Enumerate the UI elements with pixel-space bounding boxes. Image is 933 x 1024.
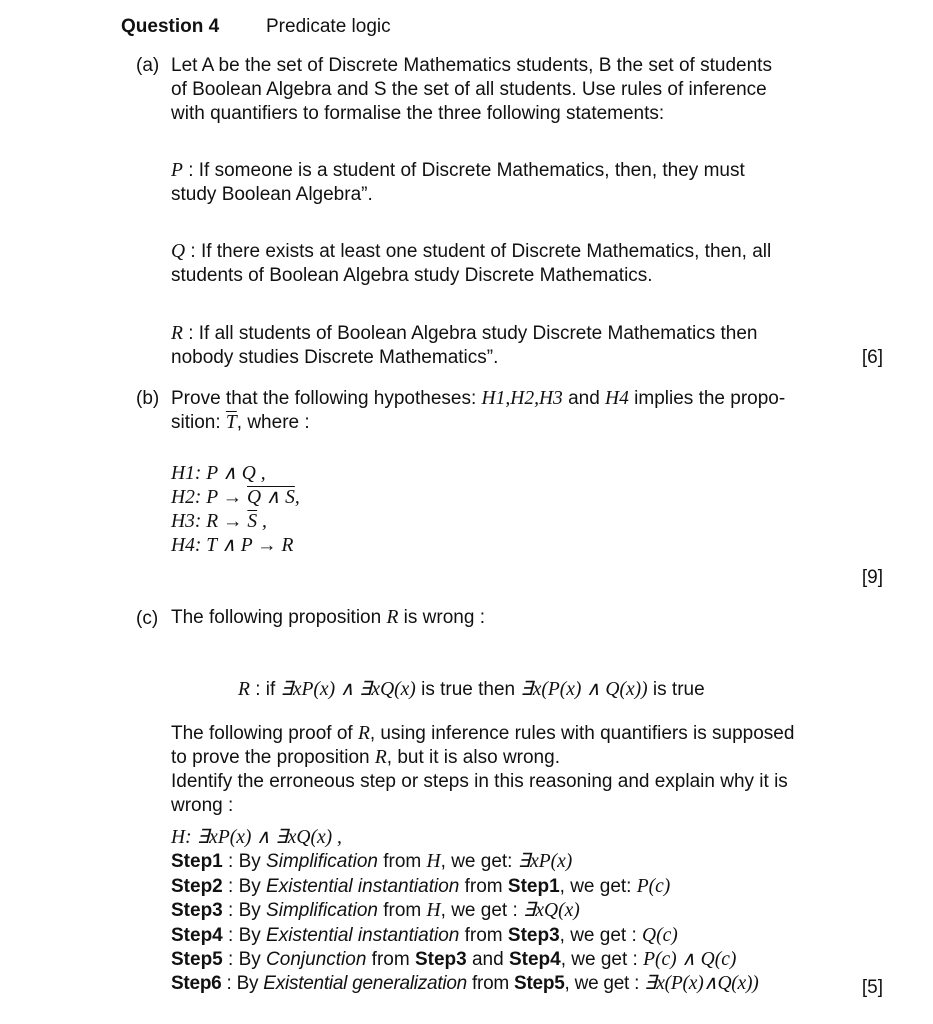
question-topic: Predicate logic <box>266 16 391 37</box>
proof-step-5: Step5 : By Conjunction from Step3 and Step4, we get : P(c) ∧ Q(c) <box>171 949 737 971</box>
part-c-label: (c) <box>136 608 159 629</box>
part-c-intro: The following proposition R is wrong : <box>171 607 485 628</box>
hypothesis-H4: H4: T ∧ P → R <box>171 535 294 556</box>
part-b-intro: Prove that the following hypotheses: H1,H2,H3 and H4 implies the propo- sition: $\overline{T}$, where : <box>171 388 786 433</box>
proof-step-6: Step6 : By Existential generalization from Step5, we get : ∃x(P(x)∧Q(x)) <box>171 973 759 995</box>
part-a-marks: [6] <box>861 347 883 368</box>
statement-P: P : If someone is a student of Discrete Mathematics, then, they must study Boolean Algebra”. <box>171 160 745 205</box>
hypothesis-H2: H2: P → Q ∧ S, <box>171 487 300 508</box>
proof-steps <box>171 826 861 997</box>
proof-step-3: Step3 : By Simplification from H, we get : ∃xQ(x) <box>171 900 580 922</box>
part-c-paragraph: The following proof of R, using inference rules with quantifiers is supposed to prove the proposition R, but it is also wrong. Identify the erroneous step or steps in this reasoning and explain why it is wrong : <box>171 723 795 816</box>
statement-Q: Q : If there exists at least one student of Discrete Mathematics, then, all students of Boolean Algebra study Discrete Mathematics. <box>171 241 772 286</box>
part-b-label: (b) <box>136 388 160 409</box>
hypothesis-H1: H1: P ∧ Q , <box>171 463 266 484</box>
part-a-intro: Let A be the set of Discrete Mathematics students, B the set of students of Boolean Algebra and S the set of all students. Use rules of inference with quantifiers to formalise the three following statements: <box>171 55 772 124</box>
proposition-R: R : if ∃xP(x) ∧ ∃xQ(x) is true then ∃x(P(x) ∧ Q(x)) is true <box>238 679 705 700</box>
proof-hypothesis: H: ∃xP(x) ∧ ∃xQ(x) , <box>171 827 342 848</box>
proof-step-2: Step2 : By Existential instantiation from Step1, we get: P(c) <box>171 875 671 897</box>
proof-step-1: Step1 : By Simplification from H, we get: ∃xP(x) <box>171 851 573 873</box>
proof-step-4: Step4 : By Existential instantiation from Step3, we get : Q(c) <box>171 924 678 946</box>
hypotheses-list <box>171 462 300 558</box>
part-a-label: (a) <box>136 55 160 76</box>
question-number: Question 4 <box>121 16 220 37</box>
part-b-marks: [9] <box>861 567 883 588</box>
hypothesis-H3: H3: $R \to \overline{S}$ , <box>171 511 267 532</box>
part-c-marks: [5] <box>861 977 883 998</box>
statement-R: R : If all students of Boolean Algebra study Discrete Mathematics then nobody studies Discrete Mathematics”. <box>171 323 758 368</box>
